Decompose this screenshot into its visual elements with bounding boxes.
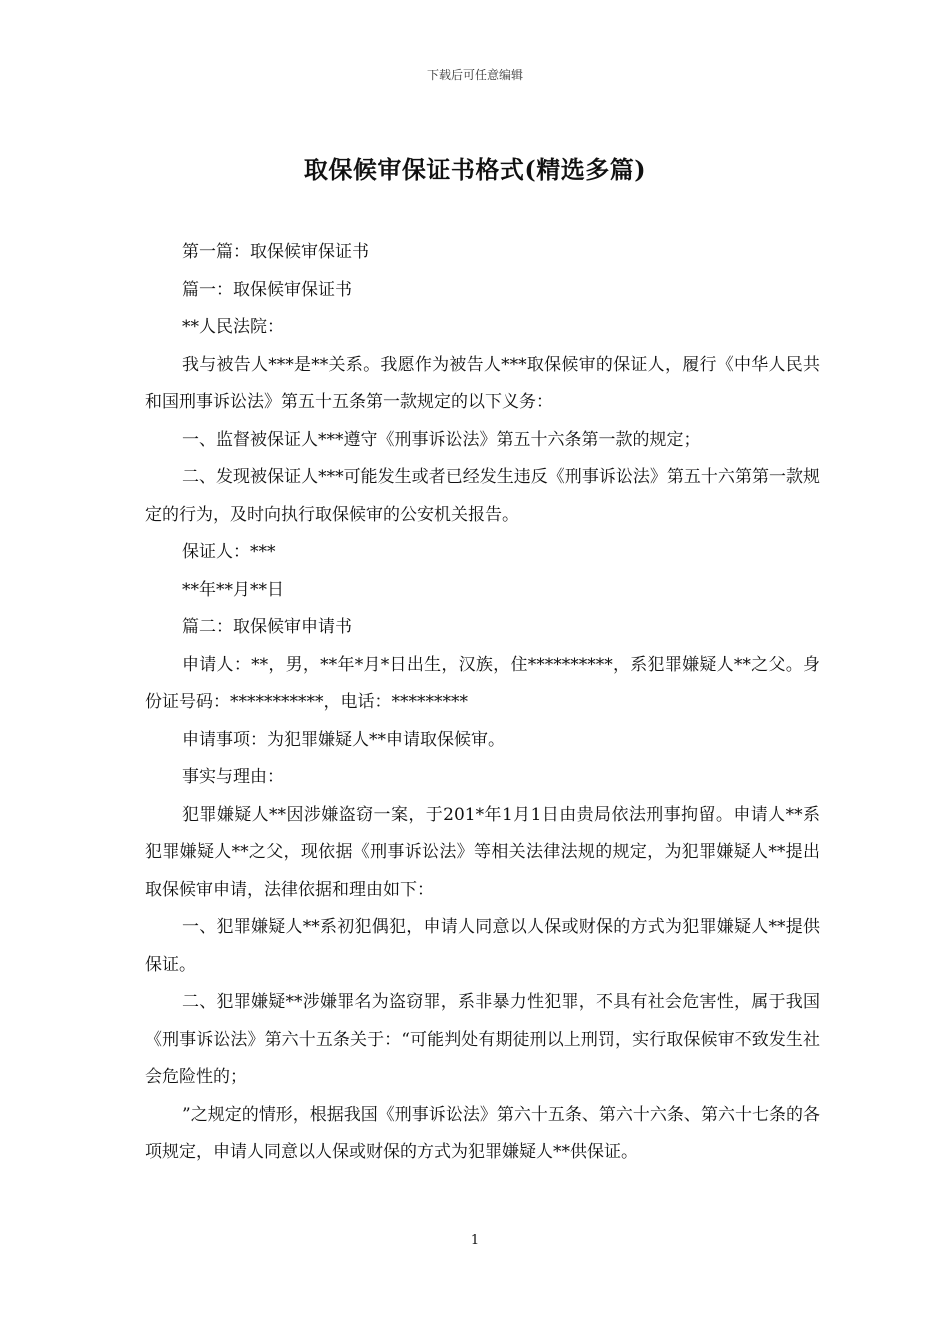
paragraph: 事实与理由： — [182, 767, 284, 787]
paragraph: 第一篇：取保候审保证书 — [182, 242, 369, 262]
paragraph: ”之规定的情形，根据我国《刑事诉讼法》第六十五条、第六十六条、第六十七条的各项规定，申请人同意以人保或财保的方式为犯罪嫌疑人**供保证。 — [145, 1104, 820, 1162]
paragraph: 一、监督被保证人***遵守《刑事诉讼法》第五十六条第一款的规定； — [182, 429, 701, 450]
paragraph: 我与被告人***是**关系。我愿作为被告人***取保候审的保证人，履行《中华人民共和国刑事诉讼法》第五十五条第一款规定的以下义务： — [145, 354, 820, 412]
page-header: 下载后可任意编辑 — [426, 68, 523, 82]
paragraph: **人民法院： — [182, 317, 284, 337]
document-title: 取保候审保证书格式(精选多篇) — [303, 155, 647, 184]
document-body — [145, 234, 820, 1172]
paragraph: 篇一：取保候审保证书 — [182, 279, 352, 300]
paragraph: 保证人：*** — [182, 542, 276, 562]
paragraph: 二、犯罪嫌疑**涉嫌罪名为盗窃罪，系非暴力性犯罪，不具有社会危害性，属于我国《刑事诉讼法》第六十五条关于：“可能判处有期徒刑以上刑罚，实行取保候审不致发生社会危险性的； — [145, 992, 820, 1087]
paragraph: 申请人：**，男，**年*月*日出生，汉族，住**********，系犯罪嫌疑人**之父。身份证号码：***********，电话：********* — [145, 654, 820, 712]
paragraph: 犯罪嫌疑人**因涉嫌盗窃一案，于201*年1月1日由贵局依法刑事拘留。申请人**系犯罪嫌疑人**之父，现依据《刑事诉讼法》等相关法律法规的规定，为犯罪嫌疑人**提出取保候审申请，法律依据和理由如下： — [145, 804, 820, 900]
paragraph: **年**月**日 — [182, 579, 284, 600]
paragraph: 一、犯罪嫌疑人**系初犯偶犯，申请人同意以人保或财保的方式为犯罪嫌疑人**提供保证。 — [145, 917, 820, 975]
paragraph: 篇二：取保候审申请书 — [182, 617, 352, 637]
paragraph: 二、发现被保证人***可能发生或者已经发生违反《刑事诉讼法》第五十六第第一款规定的行为，及时向执行取保候审的公安机关报告。 — [145, 467, 820, 525]
page-number: 1 — [470, 1233, 480, 1248]
paragraph: 申请事项：为犯罪嫌疑人**申请取保候审。 — [182, 729, 505, 750]
